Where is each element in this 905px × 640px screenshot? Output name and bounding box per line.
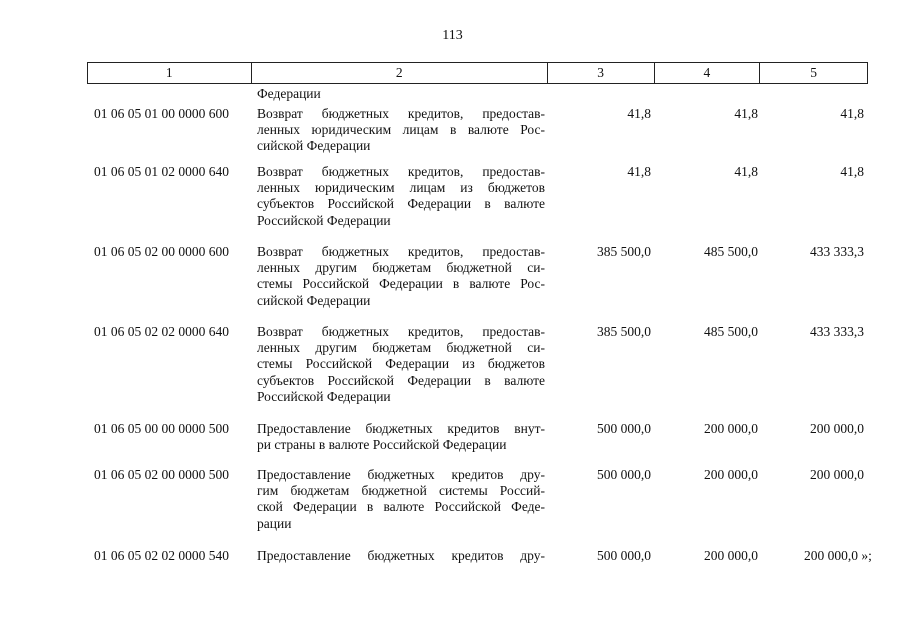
row-name xyxy=(257,421,545,453)
row-name-line: Российской Федерации xyxy=(257,388,391,404)
row-name-line: субъектов Российской Федерации в валюте xyxy=(257,372,545,388)
row-value-col4: 41,8 xyxy=(734,164,758,179)
row-name-line: ленных юридическим лицам из бюджетов xyxy=(257,180,545,196)
column-header-3: 3 xyxy=(548,63,655,83)
row-value-col3: 385 500,0 xyxy=(597,324,651,339)
page-number: 113 xyxy=(442,28,463,43)
row-name-line: ри страны в валюте Российской Федерации xyxy=(257,437,507,453)
row-name xyxy=(257,244,545,309)
row-name-line: Предоставление бюджетных кредитов внут- xyxy=(257,421,545,436)
row-code: 01 06 05 02 02 0000 540 xyxy=(94,548,229,563)
row-name-line: субъектов Российской Федерации в валюте xyxy=(257,196,545,212)
row-value-col4: 485 500,0 xyxy=(704,324,758,339)
row-name-line: Предоставление бюджетных кредитов дру- xyxy=(257,467,545,482)
row-value-col3: 500 000,0 xyxy=(597,467,651,482)
row-name-line: гим бюджетам бюджетной системы Россий- xyxy=(257,483,545,499)
column-header-1: 1 xyxy=(88,63,252,83)
row-value-col5: 433 333,3 xyxy=(810,324,864,339)
row-code: 01 06 05 02 00 0000 500 xyxy=(94,467,229,482)
row-value-col3: 500 000,0 xyxy=(597,548,651,563)
row-value-col3: 385 500,0 xyxy=(597,244,651,259)
row-code: 01 06 05 02 02 0000 640 xyxy=(94,324,229,339)
row-code: 01 06 05 01 02 0000 640 xyxy=(94,164,229,179)
row-name xyxy=(257,106,545,155)
row-code: 01 06 05 00 00 0000 500 xyxy=(94,421,229,436)
row-value-col3: 500 000,0 xyxy=(597,421,651,436)
row-value-col4: 485 500,0 xyxy=(704,244,758,259)
row-value-col4: 200 000,0 xyxy=(704,548,758,563)
row-name-line: сийской Федерации xyxy=(257,138,371,154)
row-name-line: ленных другим бюджетам бюджетной си- xyxy=(257,260,545,276)
row-value-col5: 200 000,0 »; xyxy=(804,548,872,563)
row-value-col5: 200 000,0 xyxy=(810,421,864,436)
row-name-line: Предоставление бюджетных кредитов дру- xyxy=(257,548,545,563)
row-value-col5: 41,8 xyxy=(840,106,864,121)
row-value-col5: 200 000,0 xyxy=(810,467,864,482)
row-name-line: Возврат бюджетных кредитов, предостав- xyxy=(257,106,545,121)
continuation-text: Федерации xyxy=(257,86,321,101)
column-header-2: 2 xyxy=(252,63,548,83)
row-name xyxy=(257,324,545,405)
row-value-col3: 41,8 xyxy=(627,106,651,121)
row-value-col3: 41,8 xyxy=(627,164,651,179)
row-name-line: Возврат бюджетных кредитов, предостав- xyxy=(257,244,545,259)
row-name-line: стемы Российской Федерации в валюте Рос- xyxy=(257,276,545,292)
row-name xyxy=(257,467,545,532)
row-value-col4: 200 000,0 xyxy=(704,421,758,436)
row-name xyxy=(257,548,545,564)
row-code: 01 06 05 01 00 0000 600 xyxy=(94,106,229,121)
column-header-5: 5 xyxy=(810,65,818,80)
row-name-line: ленных юридическим лицам в валюте Рос- xyxy=(257,122,545,138)
row-name-line: Возврат бюджетных кредитов, предостав- xyxy=(257,324,545,339)
row-name-line: стемы Российской Федерации из бюджетов xyxy=(257,356,545,372)
row-name-line: Возврат бюджетных кредитов, предостав- xyxy=(257,164,545,179)
row-name-line: Российской Федерации xyxy=(257,212,391,228)
row-code: 01 06 05 02 00 0000 600 xyxy=(94,244,229,259)
table-header xyxy=(87,62,868,84)
column-header-4: 4 xyxy=(655,63,761,83)
row-value-col5: 41,8 xyxy=(840,164,864,179)
row-name xyxy=(257,164,545,229)
row-value-col5: 433 333,3 xyxy=(810,244,864,259)
row-name-line: сийской Федерации xyxy=(257,292,371,308)
row-value-col4: 200 000,0 xyxy=(704,467,758,482)
row-name-line: ленных другим бюджетам бюджетной си- xyxy=(257,340,545,356)
row-name-line: ской Федерации в валюте Российской Феде- xyxy=(257,499,545,515)
row-value-col4: 41,8 xyxy=(734,106,758,121)
row-name-line: рации xyxy=(257,515,292,531)
